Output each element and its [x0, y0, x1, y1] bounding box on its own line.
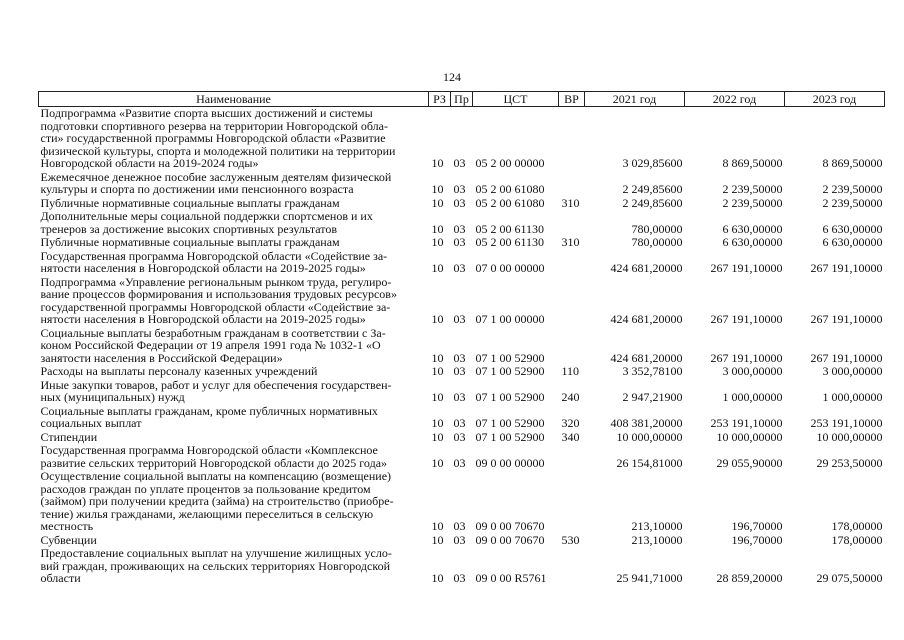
row-amount-2023: 2 239,50000: [822, 195, 883, 210]
row-pr: 03: [453, 261, 466, 275]
row-amount-2023: 10 000,00000: [816, 429, 883, 444]
row-cst: 07 1 00 52900: [475, 429, 545, 444]
row-rz: 10: [431, 312, 444, 326]
row-amount-2021: 780,00000: [631, 235, 683, 249]
row-rz: 10: [431, 519, 444, 533]
row-vr: [559, 327, 585, 366]
row-amount-2023: 267 191,10000: [810, 350, 883, 365]
row-name: Предоставление социальных выплат на улучшение жилищных усло- вий граждан, проживающих на сельских территориях Новгородской области: [40, 546, 392, 585]
table-row: [39, 250, 885, 276]
row-name: Социальные выплаты гражданам, кроме публичных нормативных социальных выплат: [40, 403, 378, 430]
row-amount-2023: 253 191,10000: [810, 416, 883, 430]
row-cst: 07 1 00 52900: [475, 364, 545, 378]
row-amount-2022: 267 191,10000: [710, 350, 783, 365]
table-row: [39, 276, 885, 327]
row-amount-2021: 213,10000: [631, 519, 683, 533]
row-amount-2021: 26 154,81000: [616, 455, 683, 470]
table-row: [39, 547, 885, 586]
row-amount-2021: 3 352,78100: [622, 364, 683, 378]
row-name: Публичные нормативные социальные выплаты гражданам: [40, 195, 340, 210]
row-vr: 310: [561, 195, 580, 210]
row-pr: 03: [453, 364, 466, 378]
row-cst: 09 0 00 70670: [475, 532, 545, 547]
row-pr: 03: [453, 182, 466, 196]
row-vr: 110: [561, 364, 580, 378]
row-cst: 07 0 00 00000: [475, 261, 545, 275]
table-row: [39, 470, 885, 534]
row-vr: [559, 107, 585, 171]
column-header-name: Наименование: [39, 92, 429, 107]
row-name: Публичные нормативные социальные выплаты гражданам: [40, 235, 340, 249]
row-cst: 05 2 00 61080: [475, 195, 545, 210]
column-header-2021: 2021 год: [585, 92, 685, 107]
row-pr: 03: [453, 571, 466, 585]
row-name: Ежемесячное денежное пособие заслуженным деятелям физической культуры и спорта по достижении ими пенсионного возраста: [40, 169, 392, 196]
table-row: [39, 534, 885, 548]
row-vr: [559, 250, 585, 276]
row-cst: 07 1 00 52900: [475, 416, 545, 430]
row-cst: 05 2 00 00000: [475, 156, 545, 170]
row-amount-2022: 2 239,50000: [722, 182, 783, 196]
page-number: 124: [443, 70, 461, 84]
row-cst: 09 0 00 R5761: [475, 571, 547, 585]
row-amount-2021: 424 681,20000: [610, 312, 683, 326]
row-cst: 05 2 00 61130: [475, 235, 545, 249]
row-name: Осуществление социальной выплаты на компенсацию (возмещение) расходов граждан по уплате процентов за пользование кредитом (займом) при получении кредита (займа) на строительство (приобре- тение) жилья гражданами, желающими переселиться в сельскую местность: [40, 469, 394, 533]
row-cst: 09 0 00 00000: [475, 455, 545, 470]
column-header-cst: ЦСТ: [473, 92, 559, 107]
row-cst: 07 1 00 00000: [475, 312, 545, 326]
table-row: [39, 405, 885, 431]
row-amount-2022: 267 191,10000: [710, 312, 783, 326]
row-rz: 10: [431, 429, 444, 444]
row-pr: 03: [453, 519, 466, 533]
table-row: [39, 197, 885, 211]
row-amount-2022: 3 000,00000: [722, 364, 783, 378]
row-amount-2023: 2 239,50000: [822, 182, 883, 196]
row-pr: 03: [453, 532, 466, 547]
row-amount-2021: 2 249,85600: [622, 182, 683, 196]
row-amount-2023: 29 075,50000: [816, 571, 883, 585]
row-amount-2023: 8 869,50000: [822, 156, 883, 170]
row-rz: 10: [431, 416, 444, 430]
table-row: [39, 210, 885, 236]
row-pr: 03: [453, 429, 466, 444]
column-header-rz: РЗ: [429, 92, 451, 107]
row-rz: 10: [431, 195, 444, 210]
table-row: [39, 107, 885, 171]
row-name: Подпрограмма «Управление региональным рынком труда, регулиро- вание процессов формирования и использования трудовых ресурсов» государственной программы Новгородской области «Содействие за- нятости населения в Новгородской области на 2019-2025 годы»: [40, 274, 397, 326]
row-amount-2021: 10 000,00000: [616, 429, 683, 444]
row-amount-2022: 6 630,00000: [722, 235, 783, 249]
row-amount-2022: 253 191,10000: [710, 416, 783, 430]
row-amount-2021: 424 681,20000: [610, 350, 683, 365]
budget-table: [38, 91, 885, 586]
row-amount-2022: 10 000,00000: [716, 429, 783, 444]
row-amount-2022: 267 191,10000: [710, 261, 783, 275]
row-amount-2023: 178,00000: [831, 519, 883, 533]
row-cst: 07 1 00 52900: [475, 350, 545, 365]
column-header-2023: 2023 год: [785, 92, 885, 107]
row-rz: 10: [431, 364, 444, 378]
table-row: [39, 365, 885, 379]
row-rz: 10: [431, 532, 444, 547]
row-pr: 03: [453, 455, 466, 470]
row-rz: 10: [431, 235, 444, 249]
row-amount-2021: 2 249,85600: [622, 195, 683, 210]
row-cst: 07 1 00 52900: [475, 390, 545, 404]
row-rz: 10: [431, 350, 444, 365]
row-name: Государственная программа Новгородской области «Содействие за- нятости населения в Новгородской области на 2019-2025 годы»: [40, 248, 388, 275]
row-amount-2022: 8 869,50000: [722, 156, 783, 170]
row-rz: 10: [431, 390, 444, 404]
row-pr: 03: [453, 221, 466, 236]
row-amount-2021: 408 381,20000: [610, 416, 683, 430]
row-name: Субвенции: [40, 532, 97, 547]
row-amount-2021: 213,10000: [631, 532, 683, 547]
row-rz: 10: [431, 221, 444, 236]
row-vr: [559, 210, 585, 236]
row-pr: 03: [453, 312, 466, 326]
row-cst: 05 2 00 61130: [475, 221, 545, 236]
row-amount-2021: 25 941,71000: [616, 571, 683, 585]
row-name: Расходы на выплаты персоналу казенных учреждений: [40, 364, 318, 378]
row-vr: [559, 470, 585, 534]
row-amount-2023: 3 000,00000: [822, 364, 883, 378]
row-rz: 10: [431, 156, 444, 170]
row-cst: 09 0 00 70670: [475, 519, 545, 533]
row-vr: 530: [561, 532, 580, 547]
row-vr: 310: [561, 235, 580, 249]
row-cst: 05 2 00 61080: [475, 182, 545, 196]
row-amount-2022: 29 055,90000: [716, 455, 783, 470]
row-name: Подпрограмма «Развитие спорта высших достижений и системы подготовки спортивного резерва на территории Новгородской обла- сти» государственной программы Новгородской области «Развитие физической культуры, спорта и молодежной политики на территории Новгородской области на 2019-2024 годы»: [40, 106, 396, 170]
row-pr: 03: [453, 235, 466, 249]
row-amount-2022: 6 630,00000: [722, 221, 783, 236]
row-rz: 10: [431, 455, 444, 470]
row-amount-2022: 1 000,00000: [722, 390, 783, 404]
row-rz: 10: [431, 261, 444, 275]
table-row: [39, 444, 885, 470]
row-name: Государственная программа Новгородской области «Комплексное развитие сельских территорий Новгородской области до 2025 года»: [40, 443, 388, 470]
table-row: [39, 236, 885, 250]
row-name: Иные закупки товаров, работ и услуг для обеспечения государствен- ных (муниципальных) нужд: [40, 377, 392, 404]
row-pr: 03: [453, 195, 466, 210]
table-body: [39, 107, 885, 586]
row-amount-2023: 178,00000: [831, 532, 883, 547]
row-amount-2023: 1 000,00000: [822, 390, 883, 404]
row-vr: [559, 444, 585, 470]
row-rz: 10: [431, 182, 444, 196]
table-header-row: [39, 92, 885, 107]
row-vr: 240: [561, 390, 580, 404]
row-pr: 03: [453, 390, 466, 404]
row-amount-2023: 267 191,10000: [810, 312, 883, 326]
row-pr: 03: [453, 156, 466, 170]
row-vr: 340: [561, 429, 580, 444]
column-header-pr: Пр: [451, 92, 473, 107]
row-name: Социальные выплаты безработным гражданам в соответствии с За- коном Российской Федерации от 19 апреля 1991 года № 1032-1 «О занятости населения в Российской Федерации»: [40, 325, 386, 365]
row-amount-2022: 28 859,20000: [716, 571, 783, 585]
row-amount-2023: 29 253,50000: [816, 455, 883, 470]
column-header-2022: 2022 год: [685, 92, 785, 107]
row-amount-2021: 2 947,21900: [622, 390, 683, 404]
row-pr: 03: [453, 416, 466, 430]
table-row: [39, 379, 885, 405]
row-vr: [559, 276, 585, 327]
row-amount-2022: 196,70000: [731, 532, 783, 547]
row-amount-2023: 267 191,10000: [810, 261, 883, 275]
row-rz: 10: [431, 571, 444, 585]
row-amount-2021: 780,00000: [631, 221, 683, 236]
row-vr: 320: [561, 416, 580, 430]
row-name: Стипендии: [40, 429, 98, 444]
row-vr: [559, 547, 585, 586]
table-row: [39, 431, 885, 445]
row-amount-2022: 196,70000: [731, 519, 783, 533]
row-name: Дополнительные меры социальной поддержки спортсменов и их тренеров за достижение высоких спортивных результатов: [40, 209, 373, 236]
row-amount-2022: 2 239,50000: [722, 195, 783, 210]
row-amount-2021: 3 029,85600: [622, 156, 683, 170]
column-header-vr: ВР: [559, 92, 585, 107]
row-amount-2023: 6 630,00000: [822, 221, 883, 236]
row-amount-2021: 424 681,20000: [610, 261, 683, 275]
table-row: [39, 327, 885, 366]
table-row: [39, 171, 885, 197]
row-pr: 03: [453, 350, 466, 365]
row-amount-2023: 6 630,00000: [822, 235, 883, 249]
row-vr: [559, 171, 585, 197]
